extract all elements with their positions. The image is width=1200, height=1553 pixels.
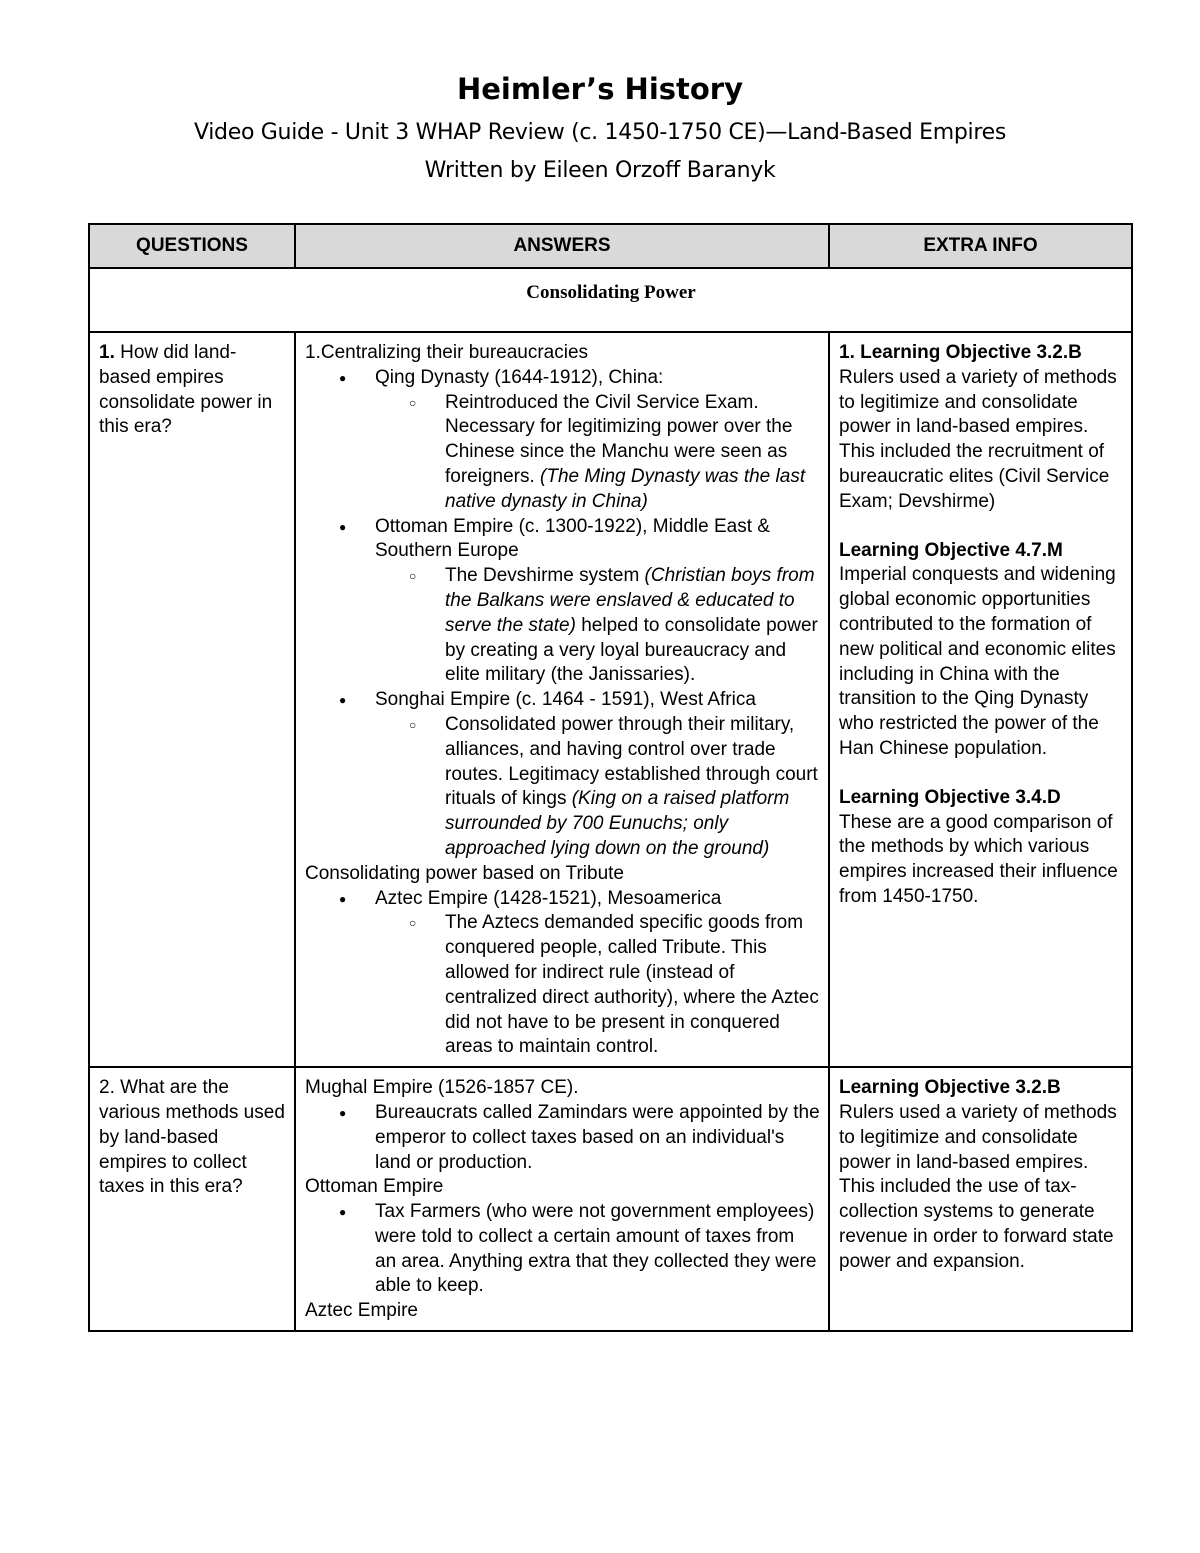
list-item-text: Reintroduced the Civil Service Exam. Necessary for legitimizing power over the Chinese since the Manchu were seen as foreigners. — [445, 391, 793, 487]
question-cell — [89, 332, 295, 1067]
column-header-answers: ANSWERS — [295, 224, 829, 268]
column-header-questions: QUESTIONS — [89, 224, 295, 268]
page-title: Heimler’s History — [456, 72, 744, 106]
sub-bullet-list — [375, 391, 820, 515]
question-number: 1. — [99, 342, 115, 363]
list-item — [445, 564, 820, 688]
answer-subheading: Mughal Empire (1526-1857 CE). — [305, 1077, 579, 1099]
list-item-text: Songhai Empire (c. 1464 - 1591), West Africa — [375, 689, 756, 711]
learning-objective-title: Learning Objective 3.4.D — [839, 786, 1061, 808]
table-header-row — [89, 224, 1132, 268]
learning-objective-text: Rulers used a variety of methods to legitimize and consolidate power in land-based empires. This included the recruitment of bureaucratic elites (Civil Service Exam; Devshirme) — [839, 366, 1117, 512]
list-item — [445, 391, 820, 515]
list-item — [445, 713, 820, 862]
answer-cell — [295, 332, 829, 1067]
learning-objective-title: Learning Objective 4.7.M — [839, 539, 1063, 561]
sub-bullet-list — [375, 564, 820, 688]
sub-bullet-list — [375, 911, 820, 1060]
learning-objective-title: 1. Learning Objective 3.2.B — [839, 342, 1082, 363]
table-row — [89, 1067, 1132, 1331]
list-item-text: The Aztecs demanded specific goods from conquered people, called Tribute. This allowed for indirect rule (instead of centralized direct authority), where the Aztec did not have to be present in conquered areas to maintain control. — [445, 912, 819, 1058]
learning-objective-text: Imperial conquests and widening global economic opportunities contributed to the formation of new political and economic elites including in China with the transition to the Qing Dynasty who restricted the power of the Han Chinese population. — [839, 564, 1116, 759]
bullet-list — [305, 887, 820, 1061]
page-subtitle: Video Guide - Unit 3 WHAP Review (c. 1450-1750 CE)—Land-Based Empires — [193, 120, 1007, 145]
learning-objective-text: These are a good comparison of the methods by which various empires increased their influence from 1450-1750. — [839, 811, 1118, 907]
extra-info-cell — [829, 1067, 1132, 1331]
bullet-list — [305, 366, 820, 862]
question-text: How did land-based empires consolidate power in this era? — [99, 342, 273, 438]
question-cell — [89, 1067, 295, 1331]
list-item: ● Tax Farmers (who were not government employees) were told to collect a certain amount of taxes from an area. Anything extra that they collected they were able to keep. — [375, 1200, 820, 1299]
list-item — [375, 887, 820, 1061]
extra-info-cell — [829, 332, 1132, 1067]
video-guide-table — [88, 223, 1133, 1332]
list-item-text: helped to consolidate power by creating a very loyal bureaucracy and elite military (the Janissaries). — [445, 614, 818, 686]
list-item: ● Bureaucrats called Zamindars were appointed by the emperor to collect taxes based on an individual's land or production. — [375, 1101, 820, 1175]
author-line: Written by Eileen Orzoff Baranyk — [424, 158, 776, 183]
answer-subheading: Ottoman Empire — [305, 1176, 444, 1198]
list-item-text: Qing Dynasty (1644-1912), China: — [375, 366, 664, 388]
section-title: Consolidating Power — [89, 268, 1132, 332]
list-item — [375, 515, 820, 689]
question-text: 2. What are the various methods used by land-based empires to collect taxes in this era? — [99, 1077, 285, 1198]
learning-objective-text: Rulers used a variety of methods to legitimize and consolidate power in land-based empires. This included the use of tax-collection systems to generate revenue in order to forward state power and expansion. — [839, 1101, 1117, 1272]
list-item-italic: (The Ming Dynasty was the last native dynasty in China) — [445, 465, 806, 512]
answer-subheading: Consolidating power based on Tribute — [305, 862, 624, 884]
bullet-list — [305, 1101, 820, 1175]
answer-subheading: Aztec Empire — [305, 1300, 418, 1322]
table-row — [89, 332, 1132, 1067]
answer-cell — [295, 1067, 829, 1331]
answer-intro: 1.Centralizing their bureaucracies — [305, 342, 589, 363]
list-item-text: Consolidated power through their military, alliances, and having control over trade routes. Legitimacy established through court rituals of kings — [445, 713, 818, 810]
sub-bullet-list — [375, 713, 820, 862]
list-item-text: The Devshirme system — [445, 565, 645, 587]
list-item — [445, 911, 820, 1060]
section-row — [89, 268, 1132, 332]
column-header-extra-info: EXTRA INFO — [829, 224, 1132, 268]
list-item-text: Aztec Empire (1428-1521), Mesoamerica — [375, 887, 722, 909]
list-item-text: Ottoman Empire (c. 1300-1922), Middle East & Southern Europe — [375, 515, 770, 562]
learning-objective-title: Learning Objective 3.2.B — [839, 1077, 1061, 1099]
list-item-italic: (King on a raised platform surrounded by 700 Eunuchs; only approached lying down on the ground) — [445, 788, 790, 859]
bullet-list — [305, 1200, 820, 1299]
list-item-italic: (Christian boys from the Balkans were enslaved & educated to serve the state) — [445, 565, 815, 636]
list-item — [375, 688, 820, 862]
list-item — [375, 366, 820, 515]
